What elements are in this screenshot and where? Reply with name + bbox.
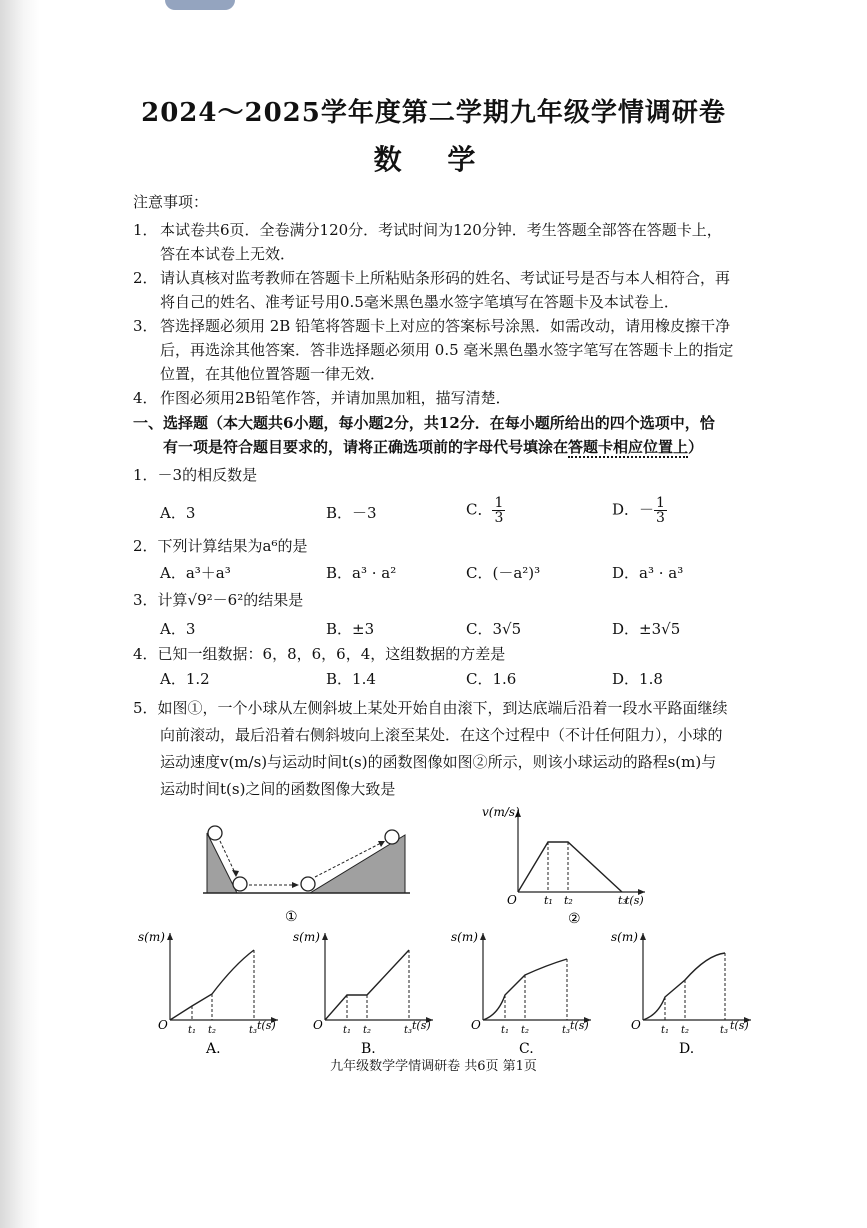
q4-option-c: C．1.6: [466, 670, 517, 688]
q1-option-b: B．－3: [326, 504, 377, 522]
q2-option-a: A．a³＋a³: [160, 564, 231, 582]
ball-bottom-left: [233, 877, 247, 891]
figure-1-slopes: [195, 815, 425, 930]
opt-b-x-label: t(s): [412, 1019, 431, 1032]
q4-stem: 4．已知一组数据：6，8，6，6，4，这组数据的方差是: [133, 645, 506, 663]
fig2-t3-label: t₃: [618, 894, 627, 907]
section-heading-line2: [163, 437, 703, 457]
notice-1-num: 1．: [133, 221, 158, 239]
arrowhead-2: [292, 882, 299, 888]
section-heading-line2a: 有一项是符合题目要求的，请将正确选项前的字母代号填涂在: [163, 438, 569, 456]
q1-c-denominator: 3: [494, 510, 504, 526]
q5-line3: 运动速度v(m/s)与运动时间t(s)的函数图像如图②所示，则该小球运动的路程s(m)与: [160, 753, 717, 771]
opt-a-t2: t₂: [208, 1025, 217, 1036]
q2-option-d: D．a³ · a³: [612, 564, 684, 582]
q1-option-d-label: D．－: [612, 500, 655, 519]
fig2-velocity-curve: [518, 842, 622, 892]
subject-title: 数 学: [373, 143, 494, 176]
q5-line4: 运动时间t(s)之间的函数图像大致是: [160, 780, 396, 798]
notice-4-num: 4．: [133, 389, 158, 407]
q3-option-a: A．3: [160, 620, 196, 638]
opt-c-t2: t₂: [521, 1025, 530, 1036]
section-heading-emphasis: 答题卡相应位置上: [568, 438, 689, 456]
notice-3-line2: 后，再选涂其他答案．答非选择题必须用 0.5 毫米黑色墨水签字笔写在答题卡上的指定: [160, 341, 734, 359]
ball-bottom-right: [301, 877, 315, 891]
opt-a-t3: t₃: [249, 1025, 258, 1036]
opt-c-t3: t₃: [562, 1025, 571, 1036]
option-b-graph: [285, 925, 445, 1060]
opt-b-origin: O: [313, 1018, 323, 1032]
opt-b-y-arrow: [322, 933, 328, 940]
q5-line2: 向前滚动，最后沿着右侧斜坡向上滚至某处．在这个过程中（不计任何阻力），小球的: [160, 726, 723, 744]
fig2-x-label: t(s): [625, 894, 644, 907]
fig2-t2-label: t₂: [564, 894, 573, 907]
opt-c-t1: t₁: [501, 1025, 510, 1036]
opt-d-curve: [643, 953, 725, 1020]
notice-4-line1: 作图必须用2B铅笔作答，并请加黑加粗，描写清楚．: [160, 389, 511, 407]
section-heading-line1: 一、选择题（本大题共6小题，每小题2分，共12分．在每小题所给出的四个选项中，恰: [133, 414, 715, 432]
opt-d-t3: t₃: [720, 1025, 729, 1036]
notice-2-num: 2．: [133, 269, 158, 287]
notice-1-line2: 答在本试卷上无效．: [160, 245, 296, 263]
opt-b-t1: t₁: [343, 1025, 352, 1036]
q1-d-denominator: 3: [656, 510, 665, 526]
q2-option-c: C．(－a²)³: [466, 564, 541, 582]
fig2-origin: O: [507, 893, 517, 907]
page-title: 2024～2025学年度第二学期九年级学情调研卷: [141, 98, 726, 128]
opt-a-origin: O: [158, 1018, 168, 1032]
option-b-letter: B.: [361, 1041, 376, 1057]
q1-option-d: [612, 496, 667, 525]
q1-option-a: A．3: [160, 504, 196, 522]
q1-d-numerator: 1: [656, 495, 665, 511]
section-heading-line2c: ）: [688, 438, 704, 456]
option-c-letter: C.: [519, 1041, 534, 1057]
notice-2-line1: 请认真核对监考教师在答题卡上所粘贴条形码的姓名、考试证号是否与本人相符合，再: [160, 269, 731, 287]
opt-a-x-label: t(s): [257, 1019, 276, 1032]
opt-d-x-label: t(s): [730, 1019, 749, 1032]
q1-option-c-label: C．: [466, 500, 493, 519]
opt-a-y-arrow: [167, 933, 173, 940]
notice-2-line2: 将自己的姓名、准考证号用0.5毫米黑色墨水签字笔填写在答题卡及本试卷上．: [160, 293, 679, 311]
q1-option-d-fraction: [654, 496, 667, 525]
notice-3-line3: 位置，在其他位置答题一律无效．: [160, 365, 386, 383]
scan-mark: [165, 0, 235, 10]
fig2-t1-label: t₁: [544, 894, 553, 907]
opt-a-y-label: s(m): [138, 930, 165, 944]
q3-option-b: B．±3: [326, 620, 375, 638]
opt-b-y-label: s(m): [293, 930, 320, 944]
ball-start: [208, 826, 222, 840]
q1-stem: 1．－3的相反数是: [133, 466, 258, 484]
q4-option-d: D．1.8: [612, 670, 663, 688]
option-a-letter: A.: [206, 1041, 221, 1057]
opt-d-t2: t₂: [681, 1025, 690, 1036]
opt-d-y-arrow: [640, 933, 646, 940]
notice-1-line1: 本试卷共6页．全卷满分120分．考试时间为120分钟．考生答题全部答在答题卡上，: [160, 221, 722, 239]
q1-option-c: [466, 496, 505, 525]
notice-heading: 注意事项：: [133, 193, 209, 211]
notice-3-line1: 答选择题必须用 2B 铅笔将答题卡上对应的答案标号涂黑．如需改动，请用橡皮擦干净: [160, 317, 731, 335]
q2-stem: 2．下列计算结果为a⁶的是: [133, 537, 308, 555]
q1-c-numerator: 1: [494, 495, 504, 511]
opt-b-t2: t₂: [363, 1025, 372, 1036]
opt-d-origin: O: [631, 1018, 641, 1032]
opt-a-t1: t₁: [188, 1025, 197, 1036]
q5-line1: 5．如图①，一个小球从左侧斜坡上某处开始自由滚下，到达底端后沿着一段水平路面继续: [133, 699, 728, 717]
opt-c-x-label: t(s): [570, 1019, 589, 1032]
opt-c-y-label: s(m): [451, 930, 478, 944]
ball-end: [385, 830, 399, 844]
figure-2-vt-graph: [480, 800, 660, 930]
opt-d-y-label: s(m): [611, 930, 638, 944]
option-c-graph: [443, 925, 603, 1060]
figure-1-label: ①: [285, 909, 298, 925]
arrowhead-1: [232, 870, 239, 877]
option-a-graph: [130, 925, 290, 1060]
q4-option-b: B．1.4: [326, 670, 376, 688]
fig2-y-label: v(m/s): [482, 805, 520, 819]
opt-b-t3: t₃: [404, 1025, 413, 1036]
figure-2-label: ②: [568, 911, 581, 927]
opt-c-y-arrow: [480, 933, 486, 940]
opt-c-origin: O: [471, 1018, 481, 1032]
q2-option-b: B．a³ · a²: [326, 564, 397, 582]
notice-3-num: 3．: [133, 317, 158, 335]
q3-option-c: C．3√5: [466, 620, 522, 638]
q1-option-c-fraction: [492, 496, 505, 525]
opt-b-curve: [325, 950, 409, 1020]
page-footer: 九年级数学学情调研卷 共6页 第1页: [330, 1059, 537, 1074]
opt-d-t1: t₁: [661, 1025, 670, 1036]
q4-option-a: A．1.2: [160, 670, 210, 688]
option-d-letter: D.: [679, 1041, 695, 1057]
q3-stem: 3．计算√9²－6²的结果是: [133, 591, 304, 609]
scan-shadow: [0, 0, 40, 1228]
option-d-graph: [603, 925, 763, 1060]
q3-option-d: D．±3√5: [612, 620, 681, 638]
